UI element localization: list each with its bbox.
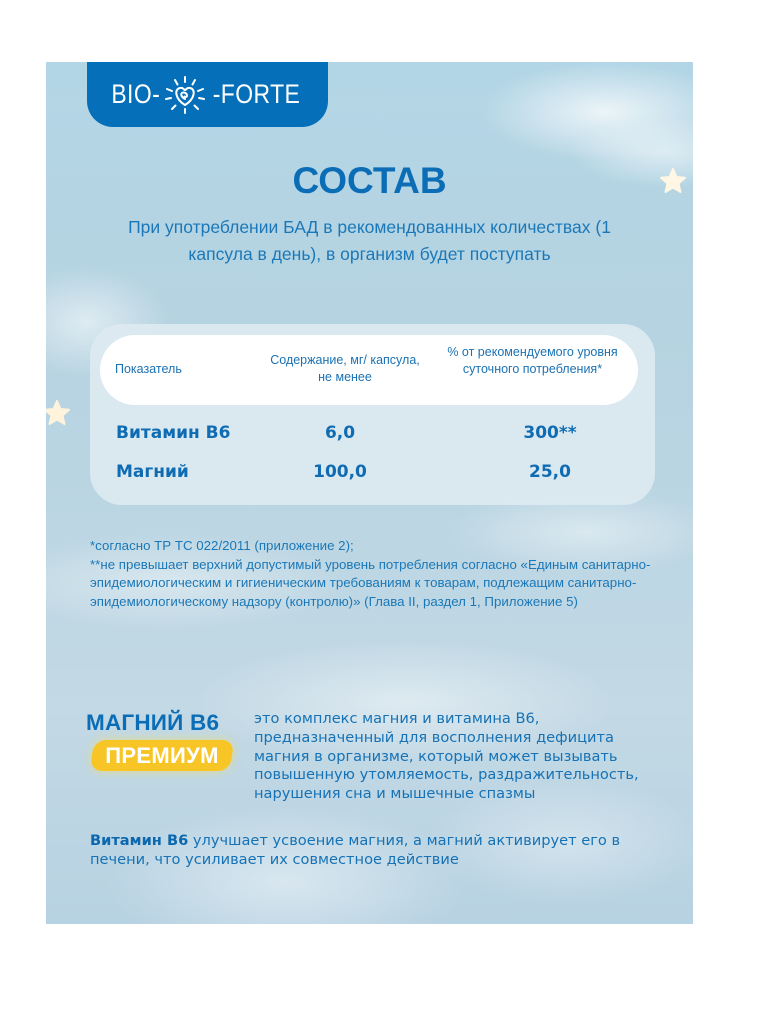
product-name-block [86, 710, 241, 780]
star-icon [46, 398, 72, 428]
product-description: это комплекс магния и витамина В6, предназначенный для восполнения дефицита магния в организме, который может вызывать повышенную утомляемость, раздражительность, нарушения сна и мышечные спазмы [254, 710, 639, 803]
synergy-text [90, 832, 650, 870]
row-percent: 300** [523, 423, 577, 443]
row-percent: 25,0 [529, 462, 571, 482]
product-name: МАГНИЙ В6 [86, 710, 220, 735]
row-name: Магний [116, 462, 189, 482]
product-info-panel [46, 62, 693, 924]
footnote-2: **не превышает верхний допустимый уровень потребления согласно «Единым санитарно-эпидемиологическим и гигиеническим требованиям к товарам, подлежащим санитарно-эпидемиологическому надзору (контролю)» (Глава II, раздел 1, Приложение 5) [90, 556, 651, 609]
header-indicator: Показатель [115, 362, 182, 376]
row-content: 100,0 [313, 462, 367, 482]
synergy-bold: Витамин В6 [90, 832, 189, 849]
page-title: СОСТАВ [292, 160, 447, 201]
brand-logo [87, 62, 328, 127]
premium-badge-label: ПРЕМИУМ [105, 743, 219, 768]
row-content: 6,0 [324, 423, 356, 443]
table-header [100, 335, 638, 405]
logo-text-right: -FORTE [212, 79, 301, 109]
synergy-body: улучшает усвоение магния, а магний активирует его в печени, что усиливает их совместное действие [90, 832, 621, 868]
row-name: Витамин B6 [116, 423, 231, 443]
header-content: Содержание, мг/ капсула, не менее [270, 353, 420, 384]
footnote-1: *согласно ТР ТС 022/2011 (приложение 2); [90, 538, 354, 553]
logo-text-left: BIO- [111, 79, 161, 109]
page-subtitle: При употреблении БАД в рекомендованных количествах (1 капсула в день), в организм будет поступать [128, 217, 611, 264]
composition-table [90, 324, 655, 505]
sun-heart-icon [163, 75, 207, 115]
table-row [90, 423, 655, 451]
table-row [90, 462, 655, 490]
header-percent: % от рекомендуемого уровня суточного потребления* [447, 345, 618, 376]
footnotes [90, 537, 670, 611]
